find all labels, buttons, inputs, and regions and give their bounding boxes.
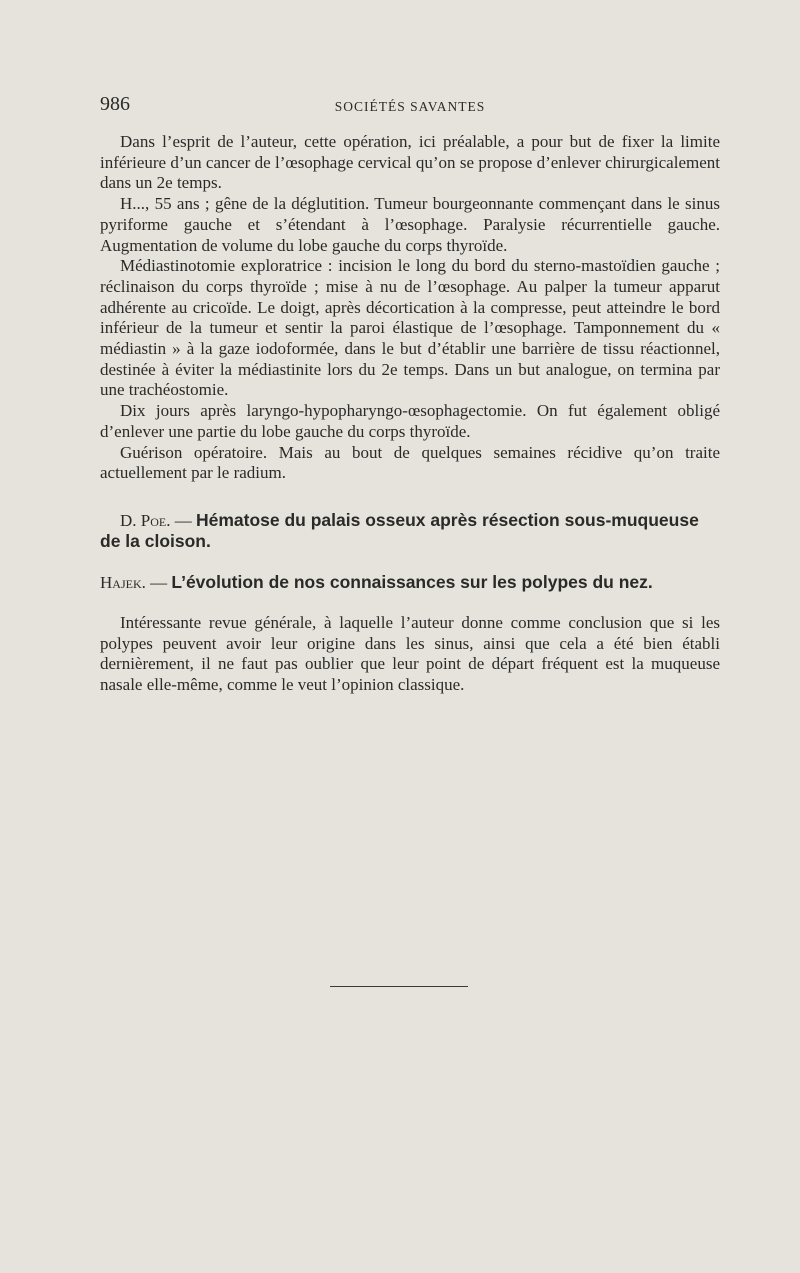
section-divider (330, 986, 468, 987)
paragraph: Dans l’esprit de l’auteur, cette opération, ici préalable, a pour but de fixer la limite inférieure d’un cancer de l’œsophage cervical qu’on se propose d’enlever chirurgicalement dans un 2e temps. (100, 132, 720, 193)
heading-dash: — (170, 510, 196, 530)
page-header (100, 93, 720, 119)
paragraph: Intéressante revue générale, à laquelle l’auteur donne comme conclusion que si les polypes peuvent avoir leur origine dans les sinus, ainsi que cela a été bien établi dernièrement, il ne faut pas oublier que leur point de départ fréquent est la muqueuse nasale elle-même, comme le veut l’opinion classique. (100, 612, 720, 695)
article-title: Hématose du palais osseux après résection sous-muqueuse de la cloison. (100, 509, 699, 551)
article-heading (100, 572, 720, 593)
article-author: D. Poe. (120, 510, 171, 530)
article-author: Hajek. (100, 572, 146, 592)
article-heading (100, 510, 720, 552)
article-title: L’évolution de nos connaissances sur les polypes du nez. (171, 571, 653, 592)
running-head: SOCIÉTÉS SAVANTES (334, 99, 486, 114)
paragraph: Dix jours après laryngo-hypopharyngo-œsophagectomie. On fut également obligé d’enlever une partie du lobe gauche du corps thyroïde. (100, 401, 720, 441)
body-text (100, 132, 720, 696)
page-number: 986 (100, 93, 130, 115)
heading-dash: — (145, 572, 172, 592)
paragraph: H..., 55 ans ; gêne de la déglutition. Tumeur bourgeonnante commençant dans le sinus pyriforme gauche et s’étendant à l’œsophage. Paralysie récurrentielle gauche. Augmentation de volume du lobe gauche du corps thyroïde. (100, 194, 720, 255)
paragraph: Médiastinotomie exploratrice : incision le long du bord du sterno-mastoïdien gauche ; réclinaison du corps thyroïde ; mise à nu de l’œsophage. Au palper la tumeur apparut adhérente au cricoïde. Le doigt, après décortication à la compresse, peut atteindre le bord inférieur de la tumeur et sentir la paroi élastique de l’œsophage. Tamponnement du « médiastin » à la gaze iodoformée, dans le but d’établir une barrière de tissu réactionnel, destinée à éviter la médiastinite lors du 2e temps. Dans un but analogue, on termina par une trachéostomie. (100, 256, 720, 400)
paragraph: Guérison opératoire. Mais au bout de quelques semaines récidive qu’on traite actuellement par le radium. (100, 442, 720, 483)
